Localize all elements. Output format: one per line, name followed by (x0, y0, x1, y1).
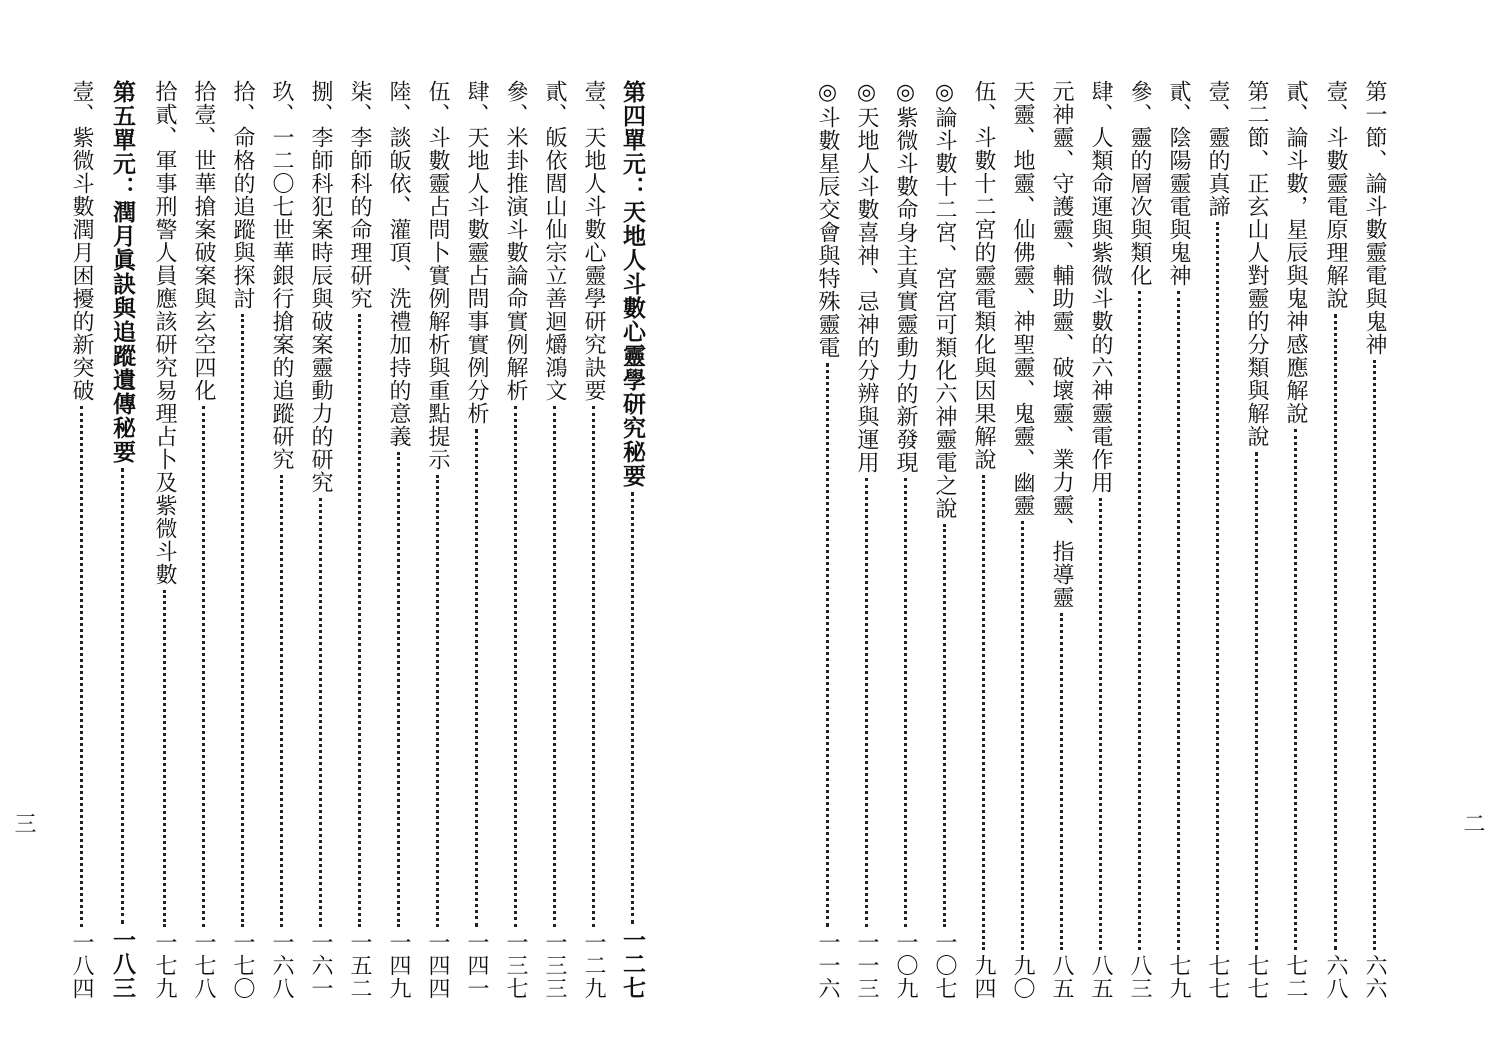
toc-entry-page: 一一六 (815, 931, 840, 1000)
toc-entry (1239, 80, 1273, 1000)
dot-leader (553, 406, 556, 927)
dot-leader (1138, 291, 1141, 950)
right-page (745, 0, 1489, 1039)
toc-entry-page: 一四一 (464, 931, 489, 1000)
toc-entry-title: ◎天地人斗數喜神、忌神的分辨與運用 (854, 80, 879, 474)
dot-leader (397, 452, 400, 927)
left-page (0, 0, 744, 1039)
toc-entry-title: 肆、人類命運與紫微斗數的六神靈電作用 (1088, 80, 1113, 494)
toc-entry-title: 貳、論斗數，星辰與鬼神感應解說 (1283, 80, 1308, 425)
toc-entry (381, 80, 415, 1000)
toc-entry-title: 肆、天地人斗數靈占問事實例分析 (464, 80, 489, 425)
toc-entry-title: 壹、天地人斗數心靈學研究訣要 (581, 80, 606, 402)
toc-entry-page: 一八四 (69, 931, 94, 1000)
dot-leader (943, 524, 946, 927)
toc-entry (459, 80, 493, 1000)
toc-entry-page: 七七 (1244, 954, 1269, 1000)
toc-entry (810, 80, 844, 1000)
toc-entry-title: 參、靈的層次與類化 (1127, 80, 1152, 287)
dot-leader (826, 363, 829, 927)
toc-entry-page: 一八三 (109, 928, 136, 1000)
toc-unit-heading (105, 80, 139, 1000)
toc-entry (1357, 80, 1391, 1000)
toc-entry-page: 一六一 (308, 931, 333, 1000)
dot-leader (865, 478, 868, 927)
dot-leader (1177, 291, 1180, 950)
dot-leader (1021, 521, 1024, 950)
toc-entry (342, 80, 376, 1000)
dot-leader (280, 475, 283, 927)
toc-entry-page: 一七九 (152, 931, 177, 1000)
toc-entry (1200, 80, 1234, 1000)
toc-entry-page: 六八 (1323, 954, 1348, 1000)
toc-entry (186, 80, 220, 1000)
toc-entry (1083, 80, 1117, 1000)
toc-entry (927, 80, 961, 1000)
toc-entry-page: 八五 (1049, 954, 1074, 1000)
toc-entry-page: 一七八 (191, 931, 216, 1000)
toc-entry (1122, 80, 1156, 1000)
dot-leader (202, 406, 205, 927)
dot-leader (121, 468, 124, 924)
toc-entry-title: 貳、皈依閭山仙宗立善迴爝鴻文 (542, 80, 567, 402)
dot-leader (982, 475, 985, 950)
toc-entry-page: 七二 (1283, 954, 1308, 1000)
toc-entry-page: 一四九 (386, 931, 411, 1000)
toc-entry (64, 80, 98, 1000)
dot-leader (436, 475, 439, 927)
toc-entry (225, 80, 259, 1000)
toc-entry-title: 第四單元：天地人斗數心靈學研究秘要 (619, 80, 646, 488)
toc-entry-title: 伍、斗數十二宮的靈電類化與因果解說 (971, 80, 996, 471)
toc-entry-page: 一〇七 (932, 931, 957, 1000)
page-number: 二 (1460, 812, 1485, 834)
toc-entry-page: 一五二 (347, 931, 372, 1000)
toc-entry-page: 六六 (1362, 954, 1387, 1000)
toc-entry-page: 七七 (1205, 954, 1230, 1000)
toc-entry-page: 九四 (971, 954, 996, 1000)
dot-leader (319, 498, 322, 927)
toc-entry-title: 拾壹、世華搶案破案與玄空四化 (191, 80, 216, 402)
dot-leader (163, 590, 166, 927)
toc-entry (1161, 80, 1195, 1000)
toc-entry-page: 一四四 (425, 931, 450, 1000)
toc-entry-title: 伍、斗數靈占問卜實例解析與重點提示 (425, 80, 450, 471)
dot-leader (1216, 222, 1219, 950)
toc-entry (1278, 80, 1312, 1000)
toc-entry (264, 80, 298, 1000)
dot-leader (241, 314, 244, 927)
dot-leader (1060, 613, 1063, 950)
toc-entry-page: 七九 (1166, 954, 1191, 1000)
dot-leader (1255, 452, 1258, 950)
dot-leader (475, 429, 478, 927)
toc-entry (1318, 80, 1352, 1000)
toc-entry (966, 80, 1000, 1000)
toc-entry-title: 元神靈、守護靈、輔助靈、破壞靈、業力靈、指導靈 (1049, 80, 1074, 609)
toc-entry-title: 壹、斗數靈電原理解說 (1323, 80, 1348, 310)
toc-entry-title: 玖、一二〇七世華銀行搶案的追蹤研究 (269, 80, 294, 471)
toc-entry-page: 一二九 (581, 931, 606, 1000)
toc-entry-title: 拾貳、軍事刑警人員應該研究易理占卜及紫微斗數 (152, 80, 177, 586)
dot-leader (1373, 360, 1376, 950)
toc-entry-title: 第二節、正玄山人對靈的分類與解說 (1244, 80, 1269, 448)
toc-entry-title: 拾、命格的追蹤與探討 (230, 80, 255, 310)
toc-entry-title: 壹、靈的真諦 (1205, 80, 1230, 218)
dot-leader (592, 406, 595, 927)
page-number: 三 (11, 812, 36, 834)
toc-entry-title: ◎斗數星辰交會與特殊靈電 (815, 80, 840, 359)
toc-entry (498, 80, 532, 1000)
toc-entry-title: 第五單元：潤月眞訣與追蹤遺傳秘要 (109, 80, 136, 464)
dot-leader (631, 492, 634, 924)
toc-entry-page: 一七〇 (230, 931, 255, 1000)
toc-entry-title: 捌、李師科犯案時辰與破案靈動力的研究 (308, 80, 333, 494)
dot-leader (1099, 498, 1102, 950)
toc-entry (1005, 80, 1039, 1000)
toc-entry (537, 80, 571, 1000)
toc-entry-page: 一〇九 (893, 931, 918, 1000)
toc-entry-title: 第一節、論斗數靈電與鬼神 (1362, 80, 1387, 356)
toc-entry-title: 壹、紫微斗數潤月困擾的新突破 (69, 80, 94, 402)
toc-entry-title: 參、米卦推演斗數論命實例解析 (503, 80, 528, 402)
toc-entry-title: ◎紫微斗數命身主真實靈動力的新發現 (893, 80, 918, 474)
dot-leader (358, 314, 361, 927)
toc-entry-title: ◎論斗數十二宮、宮宮可類化六神靈電之說 (932, 80, 957, 520)
toc-entry (849, 80, 883, 1000)
toc-entry-page: 八三 (1127, 954, 1152, 1000)
toc-unit-heading (615, 80, 649, 1000)
toc-entry (420, 80, 454, 1000)
toc-entry-title: 陸、談皈依、灌頂、洗禮加持的意義 (386, 80, 411, 448)
dot-leader (80, 406, 83, 927)
toc-entry (888, 80, 922, 1000)
toc-entry-page: 一三三 (542, 931, 567, 1000)
toc-entry-page: 一三七 (503, 931, 528, 1000)
dot-leader (1334, 314, 1337, 950)
toc-entry (1044, 80, 1078, 1000)
toc-entry-page: 八五 (1088, 954, 1113, 1000)
toc-entry-page: 九〇 (1010, 954, 1035, 1000)
toc-entry-title: 天靈、地靈、仙佛靈、神聖靈、鬼靈、幽靈 (1010, 80, 1035, 517)
toc-entry-page: 一一三 (854, 931, 879, 1000)
toc-entry-title: 貳、陰陽靈電與鬼神 (1166, 80, 1191, 287)
dot-leader (514, 406, 517, 927)
dot-leader (1294, 429, 1297, 950)
toc-entry (576, 80, 610, 1000)
toc-entry-page: 一六八 (269, 931, 294, 1000)
dot-leader (904, 478, 907, 927)
toc-entry-title: 柒、李師科的命理研究 (347, 80, 372, 310)
toc-entry (303, 80, 337, 1000)
toc-entry (147, 80, 181, 1000)
toc-entry-page: 一二七 (619, 928, 646, 1000)
